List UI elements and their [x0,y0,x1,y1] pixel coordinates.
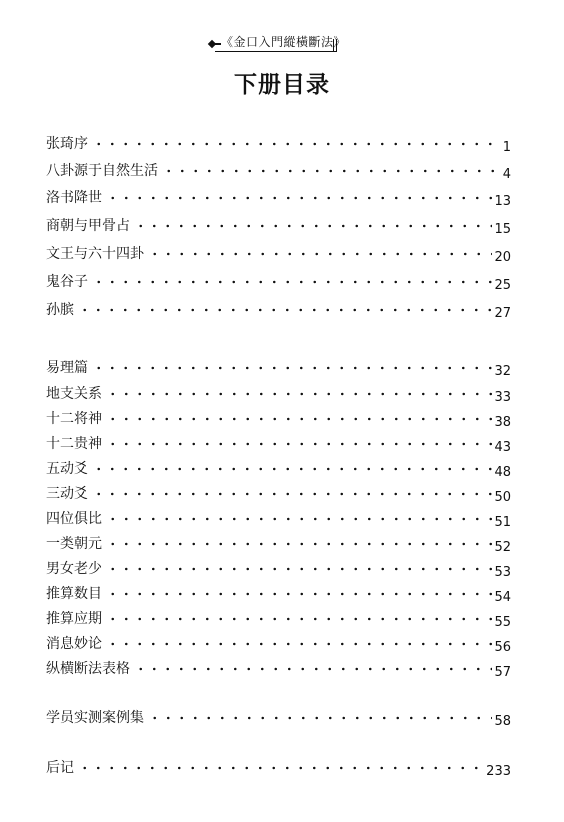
toc-entry-page: 55 [494,615,511,630]
toc-entry-page: 4 [502,167,511,182]
toc-entry-page: 38 [494,415,511,430]
toc-entry[interactable] [46,558,511,578]
toc-entry[interactable] [46,271,511,291]
toc-entry-page: 233 [486,764,511,779]
toc-entry-title: 男女老少 [46,561,102,577]
toc-entry-page: 48 [494,465,511,480]
toc-entry-page: 32 [494,364,511,379]
dot-leader [92,273,492,291]
page-title: 下册目录 [234,72,330,98]
toc-entry-title: 十二将神 [46,411,102,427]
toc-entry-title: 推算数目 [46,586,102,602]
toc-entry-title: 推算应期 [46,611,102,627]
toc-entry-title: 鬼谷子 [46,274,88,290]
toc-entry-page: 25 [494,278,511,293]
toc-entry-title: 五动爻 [46,461,88,477]
toc-entry-title: 孙膑 [46,302,74,318]
header-end-mark [333,39,337,51]
toc-entry-title: 文王与六十四卦 [46,246,144,262]
toc-entry[interactable] [46,533,511,553]
toc-entry-page: 20 [494,250,511,265]
header-underline [215,51,337,52]
dot-leader [106,535,492,553]
toc-entry-page: 51 [494,515,511,530]
dot-leader [106,635,492,653]
toc-entry-title: 四位俱比 [46,511,102,527]
toc-entry[interactable] [46,383,511,403]
toc-entry-page: 1 [502,140,511,155]
toc-entry-page: 57 [494,665,511,680]
toc-entry-title: 学员实测案例集 [46,710,144,726]
running-header [207,34,347,54]
toc-entry-page: 52 [494,540,511,555]
dot-leader [106,585,492,603]
dot-leader [106,510,492,528]
toc-entry[interactable] [46,133,511,153]
toc-entry-title: 三动爻 [46,486,88,502]
toc-entry[interactable] [46,707,511,727]
dot-leader [106,189,492,207]
toc-entry[interactable] [46,215,511,235]
toc-entry-page: 33 [494,390,511,405]
toc-entry[interactable] [46,583,511,603]
toc-entry[interactable] [46,608,511,628]
dot-leader [106,435,492,453]
toc-entry[interactable] [46,508,511,528]
dot-leader [78,301,492,319]
toc-entry[interactable] [46,187,511,207]
toc-entry-title: 八卦源于自然生活 [46,163,158,179]
toc-entry-page: 27 [494,306,511,321]
toc-entry[interactable] [46,633,511,653]
toc-entry-page: 13 [494,194,511,209]
toc-entry-page: 58 [494,714,511,729]
dot-leader [106,410,492,428]
toc-entry-page: 15 [494,222,511,237]
toc-entry[interactable] [46,408,511,428]
toc-entry[interactable] [46,243,511,263]
toc-entry-page: 43 [494,440,511,455]
dot-leader [148,709,492,727]
dot-leader [106,560,492,578]
toc-entry-title: 消息妙论 [46,636,102,652]
dot-leader [134,217,492,235]
toc-entry-page: 56 [494,640,511,655]
toc-entry-title: 张琦序 [46,136,88,152]
toc-entry-title: 地支关系 [46,386,102,402]
dot-leader [78,759,484,777]
toc-entry-title: 易理篇 [46,360,88,376]
toc-entry-page: 50 [494,490,511,505]
dot-leader [92,485,492,503]
toc-entry-title: 十二贵神 [46,436,102,452]
toc-entry[interactable] [46,433,511,453]
dot-leader [134,660,492,678]
toc-entry-title: 后记 [46,760,74,776]
toc-entry[interactable] [46,299,511,319]
dot-leader [106,385,492,403]
toc-entry[interactable] [46,160,511,180]
toc-entry-title: 商朝与甲骨占 [46,218,130,234]
toc-entry[interactable] [46,757,511,777]
dot-leader [92,359,492,377]
toc-entry[interactable] [46,658,511,678]
dot-leader [162,162,501,180]
toc-entry-title: 纵横断法表格 [46,661,130,677]
dot-leader [92,135,501,153]
dot-leader [148,245,492,263]
toc-entry-title: 洛书降世 [46,190,102,206]
toc-entry-page: 54 [494,590,511,605]
toc-entry-page: 53 [494,565,511,580]
toc-entry-title: 一类朝元 [46,536,102,552]
dot-leader [92,460,492,478]
toc-entry[interactable] [46,458,511,478]
toc-entry[interactable] [46,357,511,377]
running-header-text: 《金口入門縱橫斷法》 [221,35,347,49]
dot-leader [106,610,492,628]
toc-entry[interactable] [46,483,511,503]
